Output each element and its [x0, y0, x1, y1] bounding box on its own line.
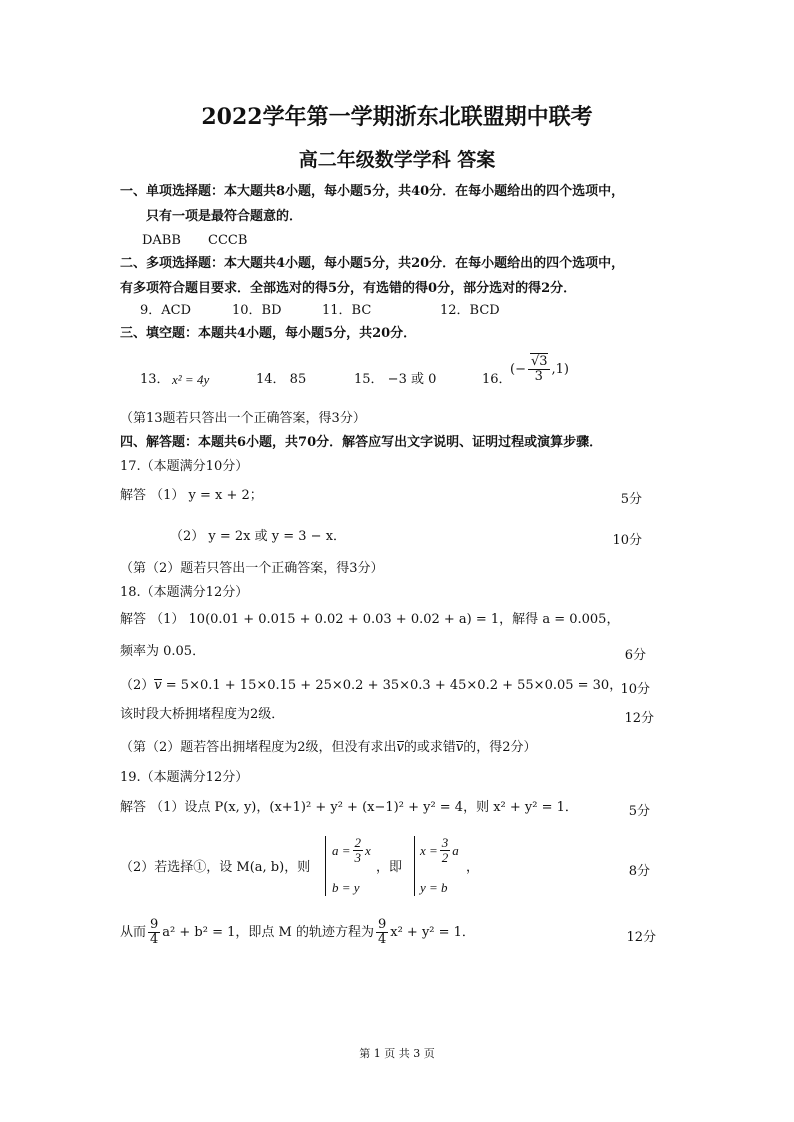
section1-heading: 一、单项选择题：本大题共8小题，每小题5分，共40分．在每小题给出的四个选项中，: [120, 184, 625, 199]
q17-part2: （2） y = 2x 或 y = 3 − x．: [170, 529, 347, 544]
section4-heading: 四、解答题：本题共6小题，共70分．解答应写出文字说明、证明过程或演算步骤．: [120, 435, 603, 450]
q19-part2-lead: （2）若选择①，设 M(a, b)，则: [120, 860, 311, 875]
answer-16-label: 16．: [482, 372, 512, 387]
q18-frequency: 频率为 0.05．: [120, 644, 206, 659]
q19-part3-a: 从而: [120, 924, 147, 940]
answer-12: 12．BCD: [440, 303, 500, 318]
q18-note: [120, 740, 537, 756]
section2-heading-cont: 有多项符合题目要求．全部选对的得5分，有选错的得0分，部分选对的得2分．: [120, 281, 577, 296]
answer-15: 15． −3 或 0: [354, 372, 437, 387]
section3-heading: 三、填空题：本题共4小题，每小题5分，共20分．: [120, 326, 417, 341]
page-subtitle: 高二年级数学学科 答案: [298, 149, 496, 171]
system1-eq1: a = $\frac{2}{3}$ x: [332, 835, 371, 865]
answer-14: 14． 85: [256, 372, 307, 387]
q17-score1: 5分: [620, 492, 642, 507]
system-brace-1: [325, 836, 326, 896]
page-footer: 第 1 页 共 3 页: [359, 1047, 435, 1060]
system1-eq2: b = y: [332, 880, 360, 895]
answer-11: 11．BC: [322, 303, 372, 318]
q17-part1: 解答 （1） y = x + 2；: [120, 488, 263, 503]
section1-answers-1-4: DABB: [142, 233, 181, 248]
v-bar-symbol: v: [154, 678, 162, 693]
answer-13: x² = 4y: [172, 372, 210, 387]
section2-heading: 二、多项选择题：本大题共4小题，每小题5分，共20分．在每小题给出的四个选项中，: [120, 256, 625, 271]
q18-note-b: 的或求错: [403, 740, 456, 755]
section1-answers-5-8: CCCB: [208, 233, 248, 248]
page-title: 2022学年第一学期浙东北联盟期中联考: [201, 104, 593, 130]
q19-score2: 8分: [628, 864, 650, 879]
system2-eq1: x = $\frac{3}{2}$ a: [420, 835, 459, 865]
q18-score3: 12分: [624, 711, 654, 726]
section1-heading-cont: 只有一项是最符合题意的．: [146, 209, 303, 224]
q17-note: （第（2）题若只答出一个正确答案，得3分）: [120, 561, 384, 576]
section3-note: （第13题若只答出一个正确答案，得3分）: [120, 411, 366, 426]
q19-part2-mid: ，即: [376, 860, 403, 875]
q18-score1: 6分: [624, 648, 646, 663]
system-brace-2: [414, 836, 415, 896]
q19-part2-end: ，: [466, 860, 480, 875]
q18-note-a: （第（2）题若答出拥堵程度为2级，但没有求出: [120, 740, 397, 755]
q19-part3-c: x² + y² = 1．: [390, 924, 475, 940]
answer-9: 9．ACD: [140, 303, 192, 318]
q19-score3: 12分: [626, 930, 656, 945]
system2-eq2: y = b: [420, 880, 448, 895]
q19-part1: 解答 （1）设点 P(x, y)，(x+1)² + y² + (x−1)² + y² = 4，则 x² + y² = 1．: [120, 800, 578, 815]
answer-16: (− $\frac{√3}{3}$ ,1): [510, 354, 570, 384]
v-bar-symbol: v: [396, 740, 404, 755]
q18-label: 18.（本题满分12分）: [120, 585, 249, 600]
q18-score2: 10分: [620, 682, 650, 697]
v-bar-symbol: v: [455, 740, 464, 755]
q18-note-c: 的，得2分）: [463, 740, 537, 755]
q17-score2: 10分: [612, 533, 642, 548]
q17-label: 17.（本题满分10分）: [120, 459, 249, 474]
q18-conclusion: 该时段大桥拥堵程度为2级．: [120, 707, 285, 722]
q19-score1: 5分: [628, 804, 650, 819]
q19-part3: 从而 $\frac{9}{4}$ a² + b² = 1，即点 M 的轨迹方程为 $\frac{9}{4}$ x² + y² = 1．: [120, 917, 475, 947]
q18-part1: 解答 （1） 10(0.01 + 0.015 + 0.02 + 0.03 + 0.02 + a) = 1，解得 a = 0.005，: [120, 612, 620, 627]
answer-10: 10．BD: [232, 303, 282, 318]
q19-part3-b: a² + b² = 1，即点 M 的轨迹方程为: [162, 924, 374, 940]
q18-part2-expr: = 5×0.1 + 15×0.15 + 25×0.2 + 35×0.3 + 45×0.2 + 55×0.05 = 30，: [161, 678, 623, 693]
answer-13-label: 13．: [140, 372, 170, 387]
q19-label: 19.（本题满分12分）: [120, 770, 249, 785]
q18-part2: （2）v = 5×0.1 + 15×0.15 + 25×0.2 + 35×0.3 + 45×0.2 + 55×0.05 = 30，: [120, 678, 623, 693]
